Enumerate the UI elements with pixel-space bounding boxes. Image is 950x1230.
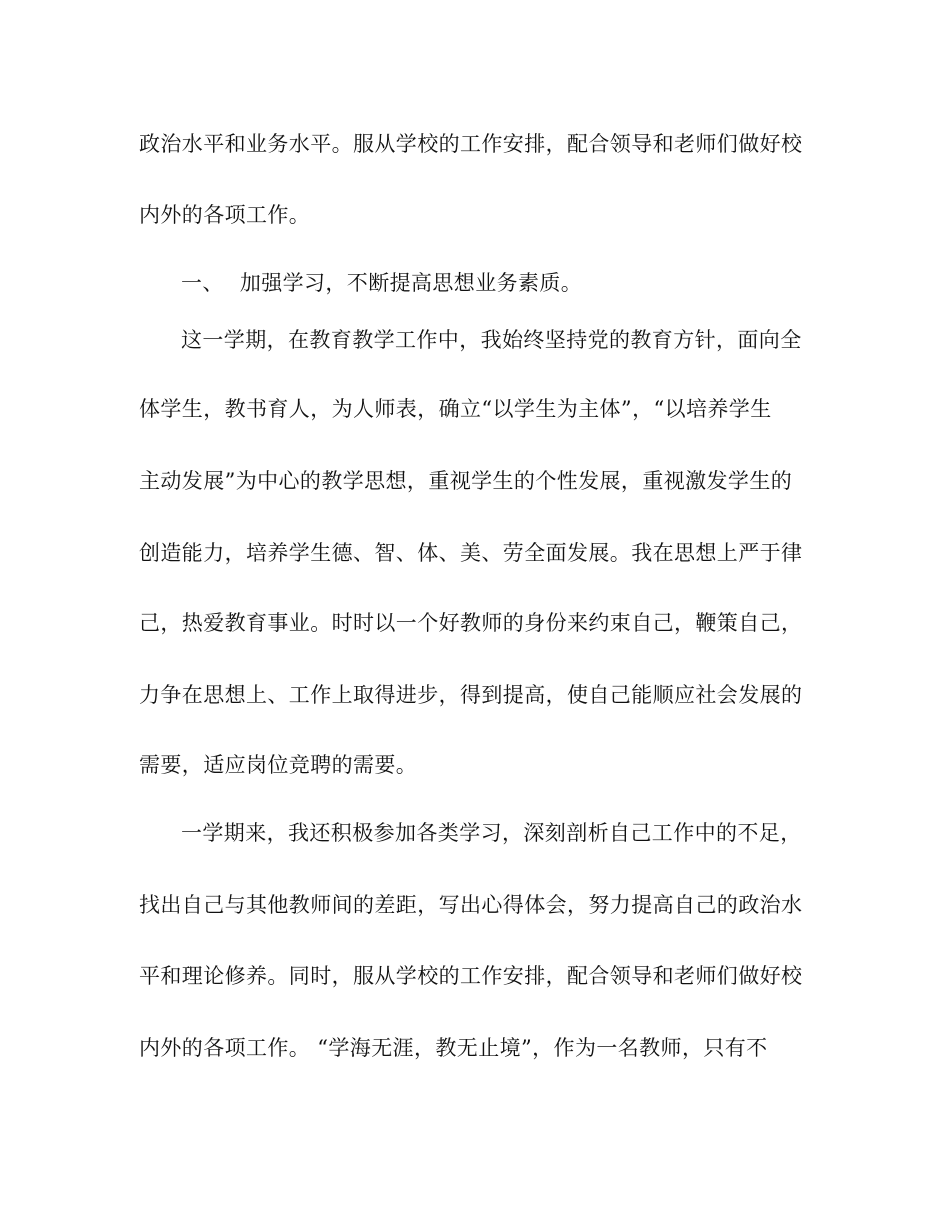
section-heading-number: 一、 [181, 271, 224, 295]
paragraph-line: 需要，适应岗位竞聘的需要。 [139, 753, 418, 777]
paragraph-line: 平和理论修养。同时，服从学校的工作安排，配合领导和老师们做好校 [139, 964, 803, 988]
paragraph-line: 力争在思想上、工作上取得进步，得到提高，使自己能顺应社会发展的 [139, 683, 803, 707]
paragraph-line: 内外的各项工作。 [139, 203, 311, 227]
paragraph-line: 这一学期，在教育教学工作中，我始终坚持党的教育方针，面向全 [181, 328, 802, 352]
paragraph-line: 一学期来，我还积极参加各类学习，深刻剖析自己工作中的不足， [181, 821, 802, 845]
paragraph-line: 找出自己与其他教师间的差距，写出心得体会，努力提高自己的政治水 [139, 893, 803, 917]
paragraph-line: 创造能力，培养学生德、智、体、美、劳全面发展。我在思想上严于律 [139, 541, 803, 565]
paragraph-line: 内外的各项工作。 “学海无涯，教无止境”，作为一名教师，只有不 [139, 1036, 768, 1060]
paragraph-line: 体学生，教书育人，为人师表，确立“以学生为主体”，“以培养学生 [139, 397, 772, 421]
paragraph-line: 政治水平和业务水平。服从学校的工作安排，配合领导和老师们做好校 [139, 132, 803, 156]
section-heading-text: 加强学习，不断提高思想业务素质。 [239, 271, 583, 295]
section-heading [181, 265, 861, 301]
paragraph-line: 主动发展”为中心的教学思想，重视学生的个性发展，重视激发学生的 [139, 469, 793, 493]
paragraph-line: 己，热爱教育事业。时时以一个好教师的身份来约束自己，鞭策自己， [139, 611, 803, 635]
